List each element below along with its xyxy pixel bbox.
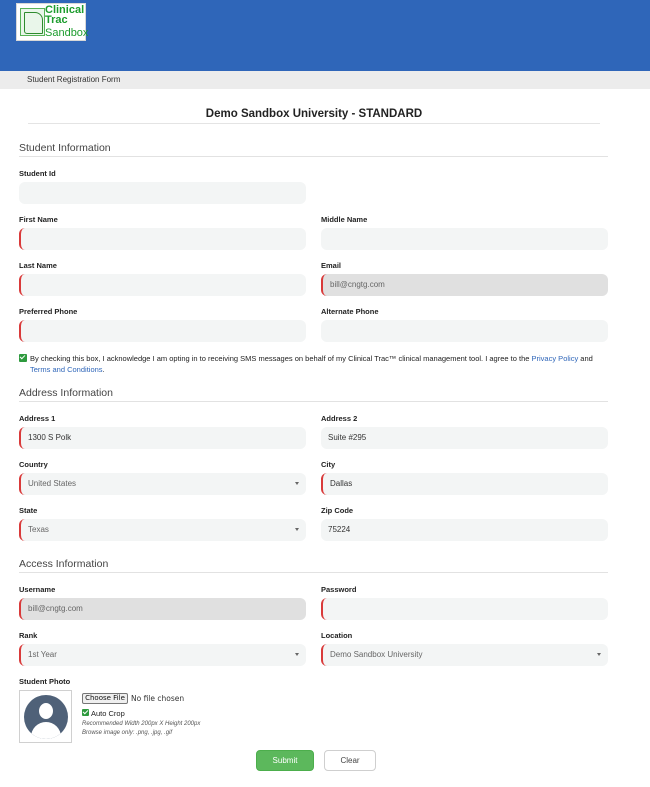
address1-input[interactable]: 1300 S Polk bbox=[19, 427, 306, 449]
student-photo-preview bbox=[19, 690, 72, 743]
no-file-chosen-text: No file chosen bbox=[131, 694, 185, 703]
section-title-access: Access Information bbox=[19, 558, 109, 570]
state-select[interactable] bbox=[19, 519, 306, 541]
rank-select[interactable] bbox=[19, 644, 306, 666]
avatar-placeholder-icon bbox=[24, 695, 68, 739]
state-select-value: Texas bbox=[28, 525, 49, 534]
preferred-phone-label: Preferred Phone bbox=[19, 307, 78, 316]
first-name-label: First Name bbox=[19, 215, 58, 224]
logo-map-icon bbox=[20, 8, 45, 36]
choose-file-button[interactable]: Choose File bbox=[82, 693, 128, 704]
page-title: Demo Sandbox University - STANDARD bbox=[205, 108, 423, 120]
student-id-input[interactable] bbox=[19, 182, 306, 204]
password-label: Password bbox=[321, 585, 357, 594]
consent-text-and: and bbox=[578, 354, 593, 363]
city-input[interactable]: Dallas bbox=[321, 473, 608, 495]
email-field[interactable]: bill@cngtg.com bbox=[321, 274, 608, 296]
top-header-bar bbox=[0, 0, 650, 71]
consent-text-body: By checking this box, I acknowledge I am opting in to receiving SMS messages on behalf of my Clinical Trac™ clinical management tool. I agree to the bbox=[30, 354, 532, 363]
logo-text-trac: Trac bbox=[45, 14, 68, 26]
preferred-phone-input[interactable] bbox=[19, 320, 306, 342]
password-input[interactable] bbox=[321, 598, 608, 620]
country-select[interactable] bbox=[19, 473, 306, 495]
username-label: Username bbox=[19, 585, 56, 594]
chevron-down-icon bbox=[295, 653, 299, 656]
title-divider bbox=[28, 123, 600, 124]
rank-select-value: 1st Year bbox=[28, 650, 57, 659]
last-name-input[interactable] bbox=[19, 274, 306, 296]
section-divider-access bbox=[19, 572, 608, 573]
rank-label: Rank bbox=[19, 631, 38, 640]
photo-type-hint: Browse image only: .png, .jpg, .gif bbox=[82, 730, 173, 736]
avatar-head bbox=[39, 703, 53, 719]
address2-input[interactable]: Suite #295 bbox=[321, 427, 608, 449]
photo-size-hint: Recommended Width 200px X Height 200px bbox=[82, 721, 201, 727]
terms-conditions-link[interactable]: Terms and Conditions bbox=[30, 365, 103, 374]
chevron-down-icon bbox=[597, 653, 601, 656]
submit-button[interactable]: Submit bbox=[256, 750, 314, 771]
section-title-student: Student Information bbox=[19, 142, 111, 154]
username-field[interactable]: bill@cngtg.com bbox=[19, 598, 306, 620]
country-label: Country bbox=[19, 460, 48, 469]
city-label: City bbox=[321, 460, 336, 469]
first-name-input[interactable] bbox=[19, 228, 306, 250]
auto-crop-label: Auto Crop bbox=[91, 709, 125, 718]
country-select-value: United States bbox=[28, 479, 77, 488]
sms-consent-text bbox=[30, 353, 610, 375]
breadcrumb-bar bbox=[0, 71, 650, 89]
location-select[interactable] bbox=[321, 644, 608, 666]
state-label: State bbox=[19, 506, 38, 515]
section-divider-student bbox=[19, 156, 608, 157]
alternate-phone-input[interactable] bbox=[321, 320, 608, 342]
section-title-address: Address Information bbox=[19, 387, 113, 399]
auto-crop-checkbox[interactable] bbox=[82, 709, 89, 716]
alternate-phone-label: Alternate Phone bbox=[321, 307, 379, 316]
zip-input[interactable]: 75224 bbox=[321, 519, 608, 541]
student-photo-label: Student Photo bbox=[19, 677, 71, 686]
location-label: Location bbox=[321, 631, 353, 640]
email-label: Email bbox=[321, 261, 342, 270]
chevron-down-icon bbox=[295, 528, 299, 531]
middle-name-input[interactable] bbox=[321, 228, 608, 250]
chevron-down-icon bbox=[295, 482, 299, 485]
address1-label: Address 1 bbox=[19, 414, 56, 423]
address2-label: Address 2 bbox=[321, 414, 358, 423]
avatar-body bbox=[31, 722, 61, 739]
sms-consent-checkbox[interactable] bbox=[19, 354, 27, 362]
middle-name-label: Middle Name bbox=[321, 215, 368, 224]
breadcrumb: Student Registration Form bbox=[27, 75, 121, 84]
consent-text-end: . bbox=[102, 365, 105, 374]
student-id-label: Student Id bbox=[19, 169, 56, 178]
zip-label: Zip Code bbox=[321, 506, 354, 515]
section-divider-address bbox=[19, 401, 608, 402]
location-select-value: Demo Sandbox University bbox=[330, 650, 423, 659]
last-name-label: Last Name bbox=[19, 261, 57, 270]
clinical-trac-logo[interactable] bbox=[16, 3, 89, 41]
logo-text-clinical: Clinical bbox=[45, 4, 85, 16]
logo-text-sandbox: Sandbox bbox=[45, 27, 89, 39]
clear-button[interactable]: Clear bbox=[324, 750, 376, 771]
privacy-policy-link[interactable]: Privacy Policy bbox=[531, 354, 579, 363]
